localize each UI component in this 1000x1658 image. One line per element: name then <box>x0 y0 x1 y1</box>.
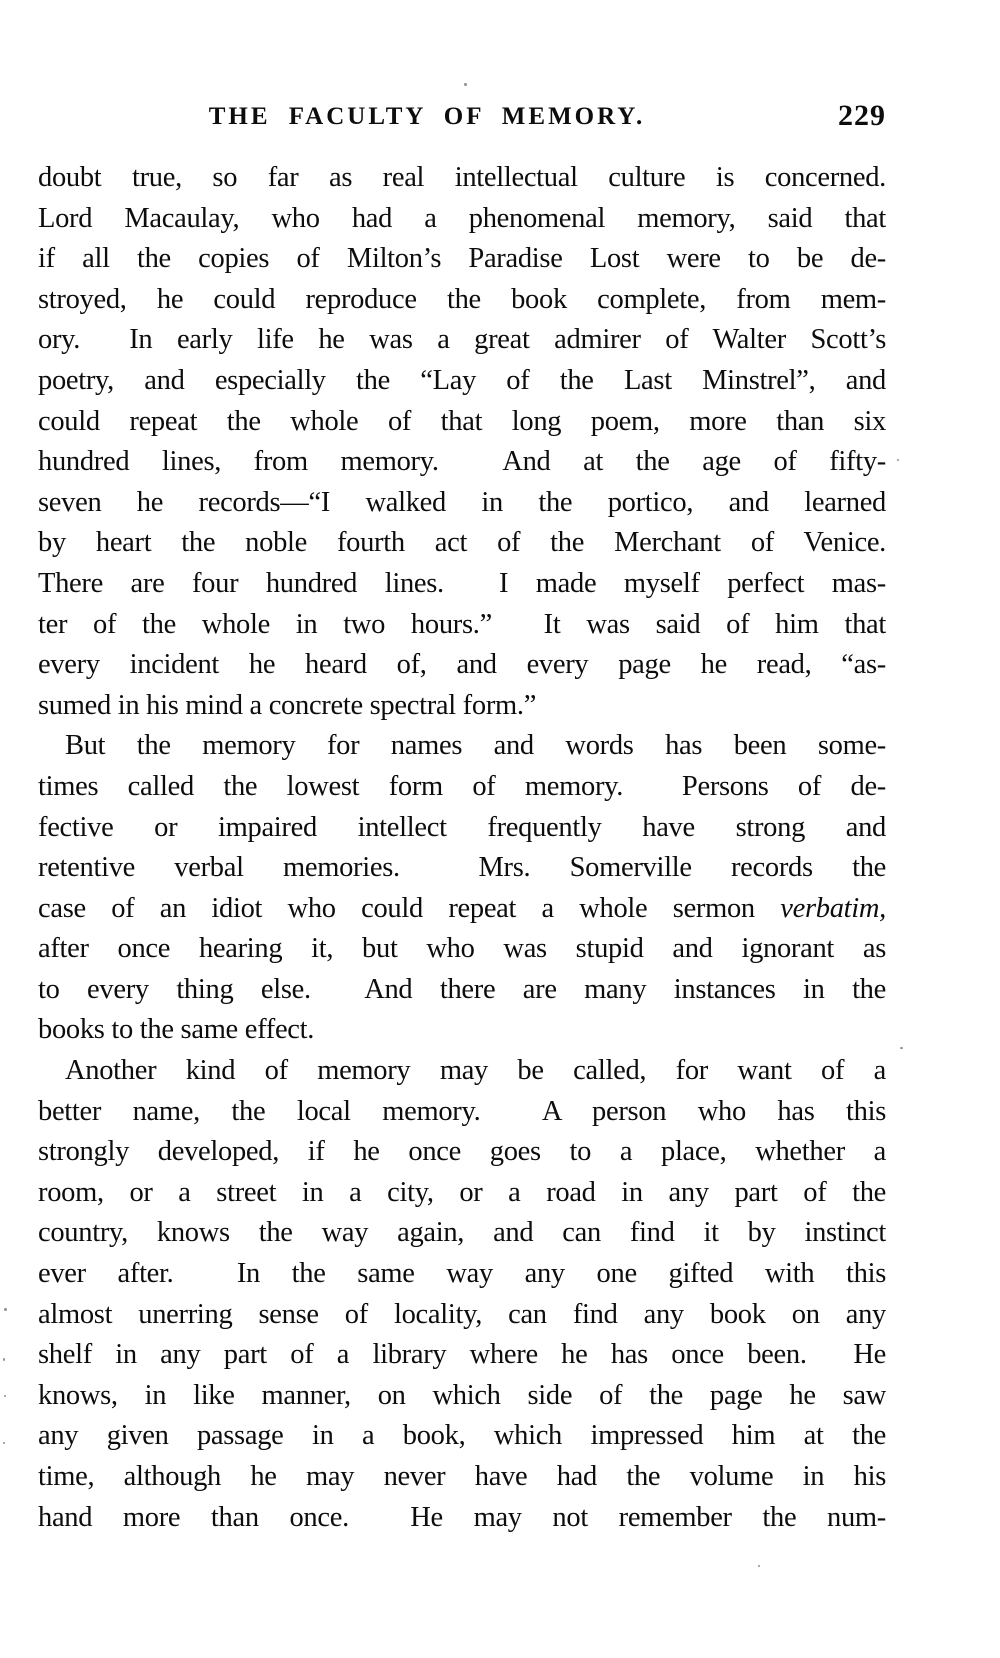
text-line: retentive verbal memories. Mrs. Somerville records the <box>38 852 886 884</box>
text-line: strongly developed, if he once goes to a place, whether a <box>38 1136 886 1168</box>
text-line: every incident he heard of, and every page he read, “as- <box>38 649 886 681</box>
plain-text: case of an idiot who could repeat a whole sermon <box>38 892 781 924</box>
text-line: could repeat the whole of that long poem, more than six <box>38 405 886 437</box>
text-line: ory. In early life he was a great admirer of Walter Scott’s <box>38 324 886 356</box>
text-line: by heart the noble fourth act of the Merchant of Venice. <box>38 527 886 559</box>
text-line: seven he records—“I walked in the portico, and learned <box>38 486 886 518</box>
text-line: hundred lines, from memory. And at the age of fifty- <box>38 446 886 478</box>
text-line: stroyed, he could reproduce the book complete, from mem- <box>38 283 886 315</box>
text-line: after once hearing it, but who was stupid and ignorant as <box>38 933 886 965</box>
text-line: almost unerring sense of locality, can find any book on any <box>38 1298 886 1330</box>
text-line: But the memory for names and words has been some- <box>65 730 886 762</box>
text-line: poetry, and especially the “Lay of the Last Minstrel”, and <box>38 364 886 396</box>
italic-text: verbatim, <box>780 892 886 924</box>
text-line: hand more than once. He may not remember the num- <box>38 1501 886 1533</box>
scan-speck <box>3 1442 5 1444</box>
page-title: THE FACULTY OF MEMORY. <box>208 103 646 130</box>
text-line: There are four hundred lines. I made myself perfect mas- <box>38 567 886 599</box>
text-line: better name, the local memory. A person who has this <box>38 1095 886 1127</box>
text-line: Lord Macaulay, who had a phenomenal memory, said that <box>38 202 886 234</box>
text-block <box>38 158 886 1538</box>
scan-speck <box>464 83 467 86</box>
text-line: ter of the whole in two hours.” It was said of him that <box>38 608 886 640</box>
text-line: books to the same effect. <box>38 1014 315 1046</box>
text-line: times called the lowest form of memory. Persons of de- <box>38 770 886 802</box>
text-line: fective or impaired intellect frequently have strong and <box>38 811 886 843</box>
text-line <box>38 889 886 930</box>
text-line: time, although he may never have had the volume in his <box>38 1461 886 1492</box>
text-line: knows, in like manner, on which side of the page he saw <box>38 1379 886 1411</box>
text-line: doubt true, so far as real intellectual culture is concerned. <box>38 162 886 193</box>
text-line: ever after. In the same way any one gifted with this <box>38 1258 886 1290</box>
text-line: Another kind of memory may be called, for want of a <box>65 1055 886 1087</box>
text-line: country, knows the way again, and can find it by instinct <box>38 1217 886 1249</box>
scan-speck <box>4 1395 6 1397</box>
text-line: to every thing else. And there are many instances in the <box>38 973 886 1005</box>
page-number: 229 <box>838 99 886 132</box>
scan-speck <box>3 1358 5 1361</box>
text-line: room, or a street in a city, or a road in any part of the <box>38 1176 886 1208</box>
scan-speck <box>897 459 899 461</box>
scan-speck <box>758 1565 760 1567</box>
scan-speck <box>4 1308 7 1311</box>
text-line: if all the copies of Milton’s Paradise Lost were to be de- <box>38 243 886 275</box>
text-line: any given passage in a book, which impressed him at the <box>38 1420 886 1452</box>
text-line: sumed in his mind a concrete spectral form.” <box>38 689 537 721</box>
scan-speck <box>900 1047 903 1049</box>
text-line: shelf in any part of a library where he has once been. He <box>38 1339 886 1371</box>
running-header <box>38 99 886 143</box>
